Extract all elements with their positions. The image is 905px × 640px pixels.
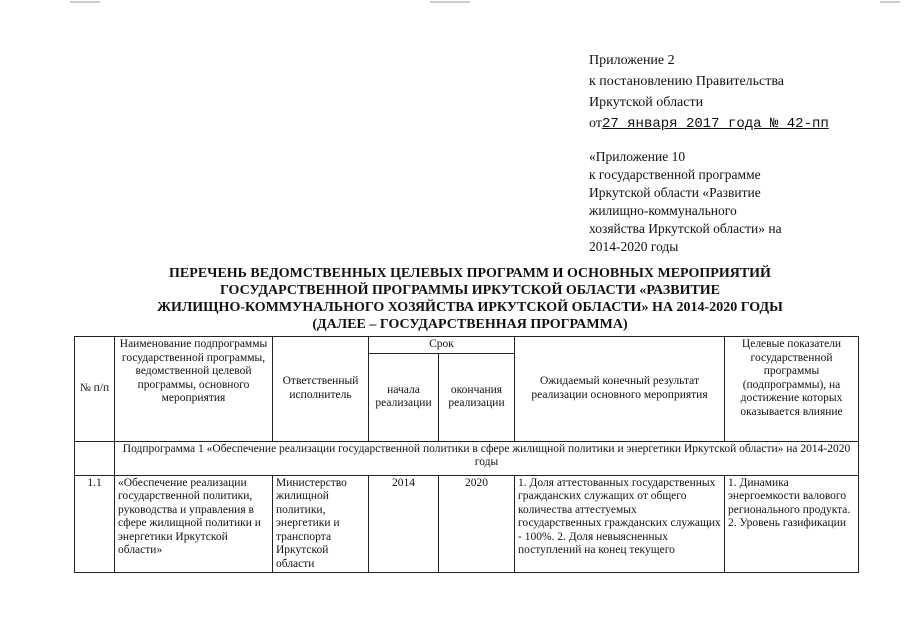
title-line: ЖИЛИЩНО-КОММУНАЛЬНОГО ХОЗЯЙСТВА ИРКУТСКОЙ ОБЛАСТИ» НА 2014-2020 ГОДЫ	[157, 300, 783, 315]
header-num: № п/п	[75, 337, 115, 442]
appendix-10-block	[589, 148, 889, 256]
row-num: 1.1	[75, 475, 115, 573]
header-end: окончания реализации	[439, 353, 515, 441]
appendix-2-block	[589, 50, 889, 135]
appendix-line-3: Иркутской области	[589, 95, 704, 110]
appendix10-line: 2014-2020 годы	[589, 239, 679, 254]
programs-table	[74, 336, 859, 573]
header-name: Наименование подпрограммы государственной программы, ведомственной целевой программы, основного мероприятия	[115, 337, 273, 442]
row-end: 2020	[439, 475, 515, 573]
appendix10-line: «Приложение 10	[589, 149, 686, 164]
subprogram-num-cell	[75, 441, 115, 475]
row-name: «Обеспечение реализации государственной политики, руководства и управления в сфере жилищной политики и энергетики Иркутской области»	[115, 475, 273, 573]
appendix-date-line	[589, 113, 889, 135]
appendix10-line: к государственной программе	[589, 167, 761, 182]
table-row	[75, 475, 859, 573]
appendix-line-2: к постановлению Правительства	[589, 74, 785, 89]
scan-marks	[0, 0, 905, 8]
row-executor: Министерство жилищной политики, энергетики и транспорта Иркутской области	[273, 475, 369, 573]
header-indicators: Целевые показатели государственной программы (подпрограммы), на достижение которых оказывается влияние	[725, 337, 859, 442]
appendix-prefix: от	[589, 116, 602, 131]
appendix10-line: жилищно-коммунального	[589, 203, 737, 218]
header-term: Срок	[369, 337, 515, 354]
appendix-date: 27 января 2017 года № 42-пп	[601, 116, 829, 132]
appendix10-line: хозяйства Иркутской области» на	[589, 221, 782, 236]
title-line: ГОСУДАРСТВЕННОЙ ПРОГРАММЫ ИРКУТСКОЙ ОБЛАСТИ «РАЗВИТИЕ	[219, 283, 721, 298]
subprogram-title: Подпрограмма 1 «Обеспечение реализации государственной политики в сфере жилищной политики и энергетики Иркутской области» на 2014-2020 годы	[115, 441, 859, 475]
appendix-line-1: Приложение 2	[589, 53, 675, 68]
header-result: Ожидаемый конечный результат реализации основного мероприятия	[515, 337, 725, 442]
row-start: 2014	[369, 475, 439, 573]
row-result: 1. Доля аттестованных государственных гражданских служащих от общего количества аттестуемых государственных гражданских служащих - 100%. 2. Доля невыясненных поступлений на конец текущего	[515, 475, 725, 573]
title-line: ПЕРЕЧЕНЬ ВЕДОМСТВЕННЫХ ЦЕЛЕВЫХ ПРОГРАММ И ОСНОВНЫХ МЕРОПРИЯТИЙ	[169, 266, 771, 281]
appendix10-line: Иркутской области «Развитие	[589, 185, 761, 200]
title-line: (ДАЛЕЕ – ГОСУДАРСТВЕННАЯ ПРОГРАММА)	[312, 317, 628, 332]
header-start: начала реализации	[369, 353, 439, 441]
header-executor: Ответственный исполнитель	[273, 337, 369, 442]
row-indicators: 1. Динамика энергоемкости валового регионального продукта. 2. Уровень газификации	[725, 475, 859, 573]
document-title	[90, 265, 850, 333]
